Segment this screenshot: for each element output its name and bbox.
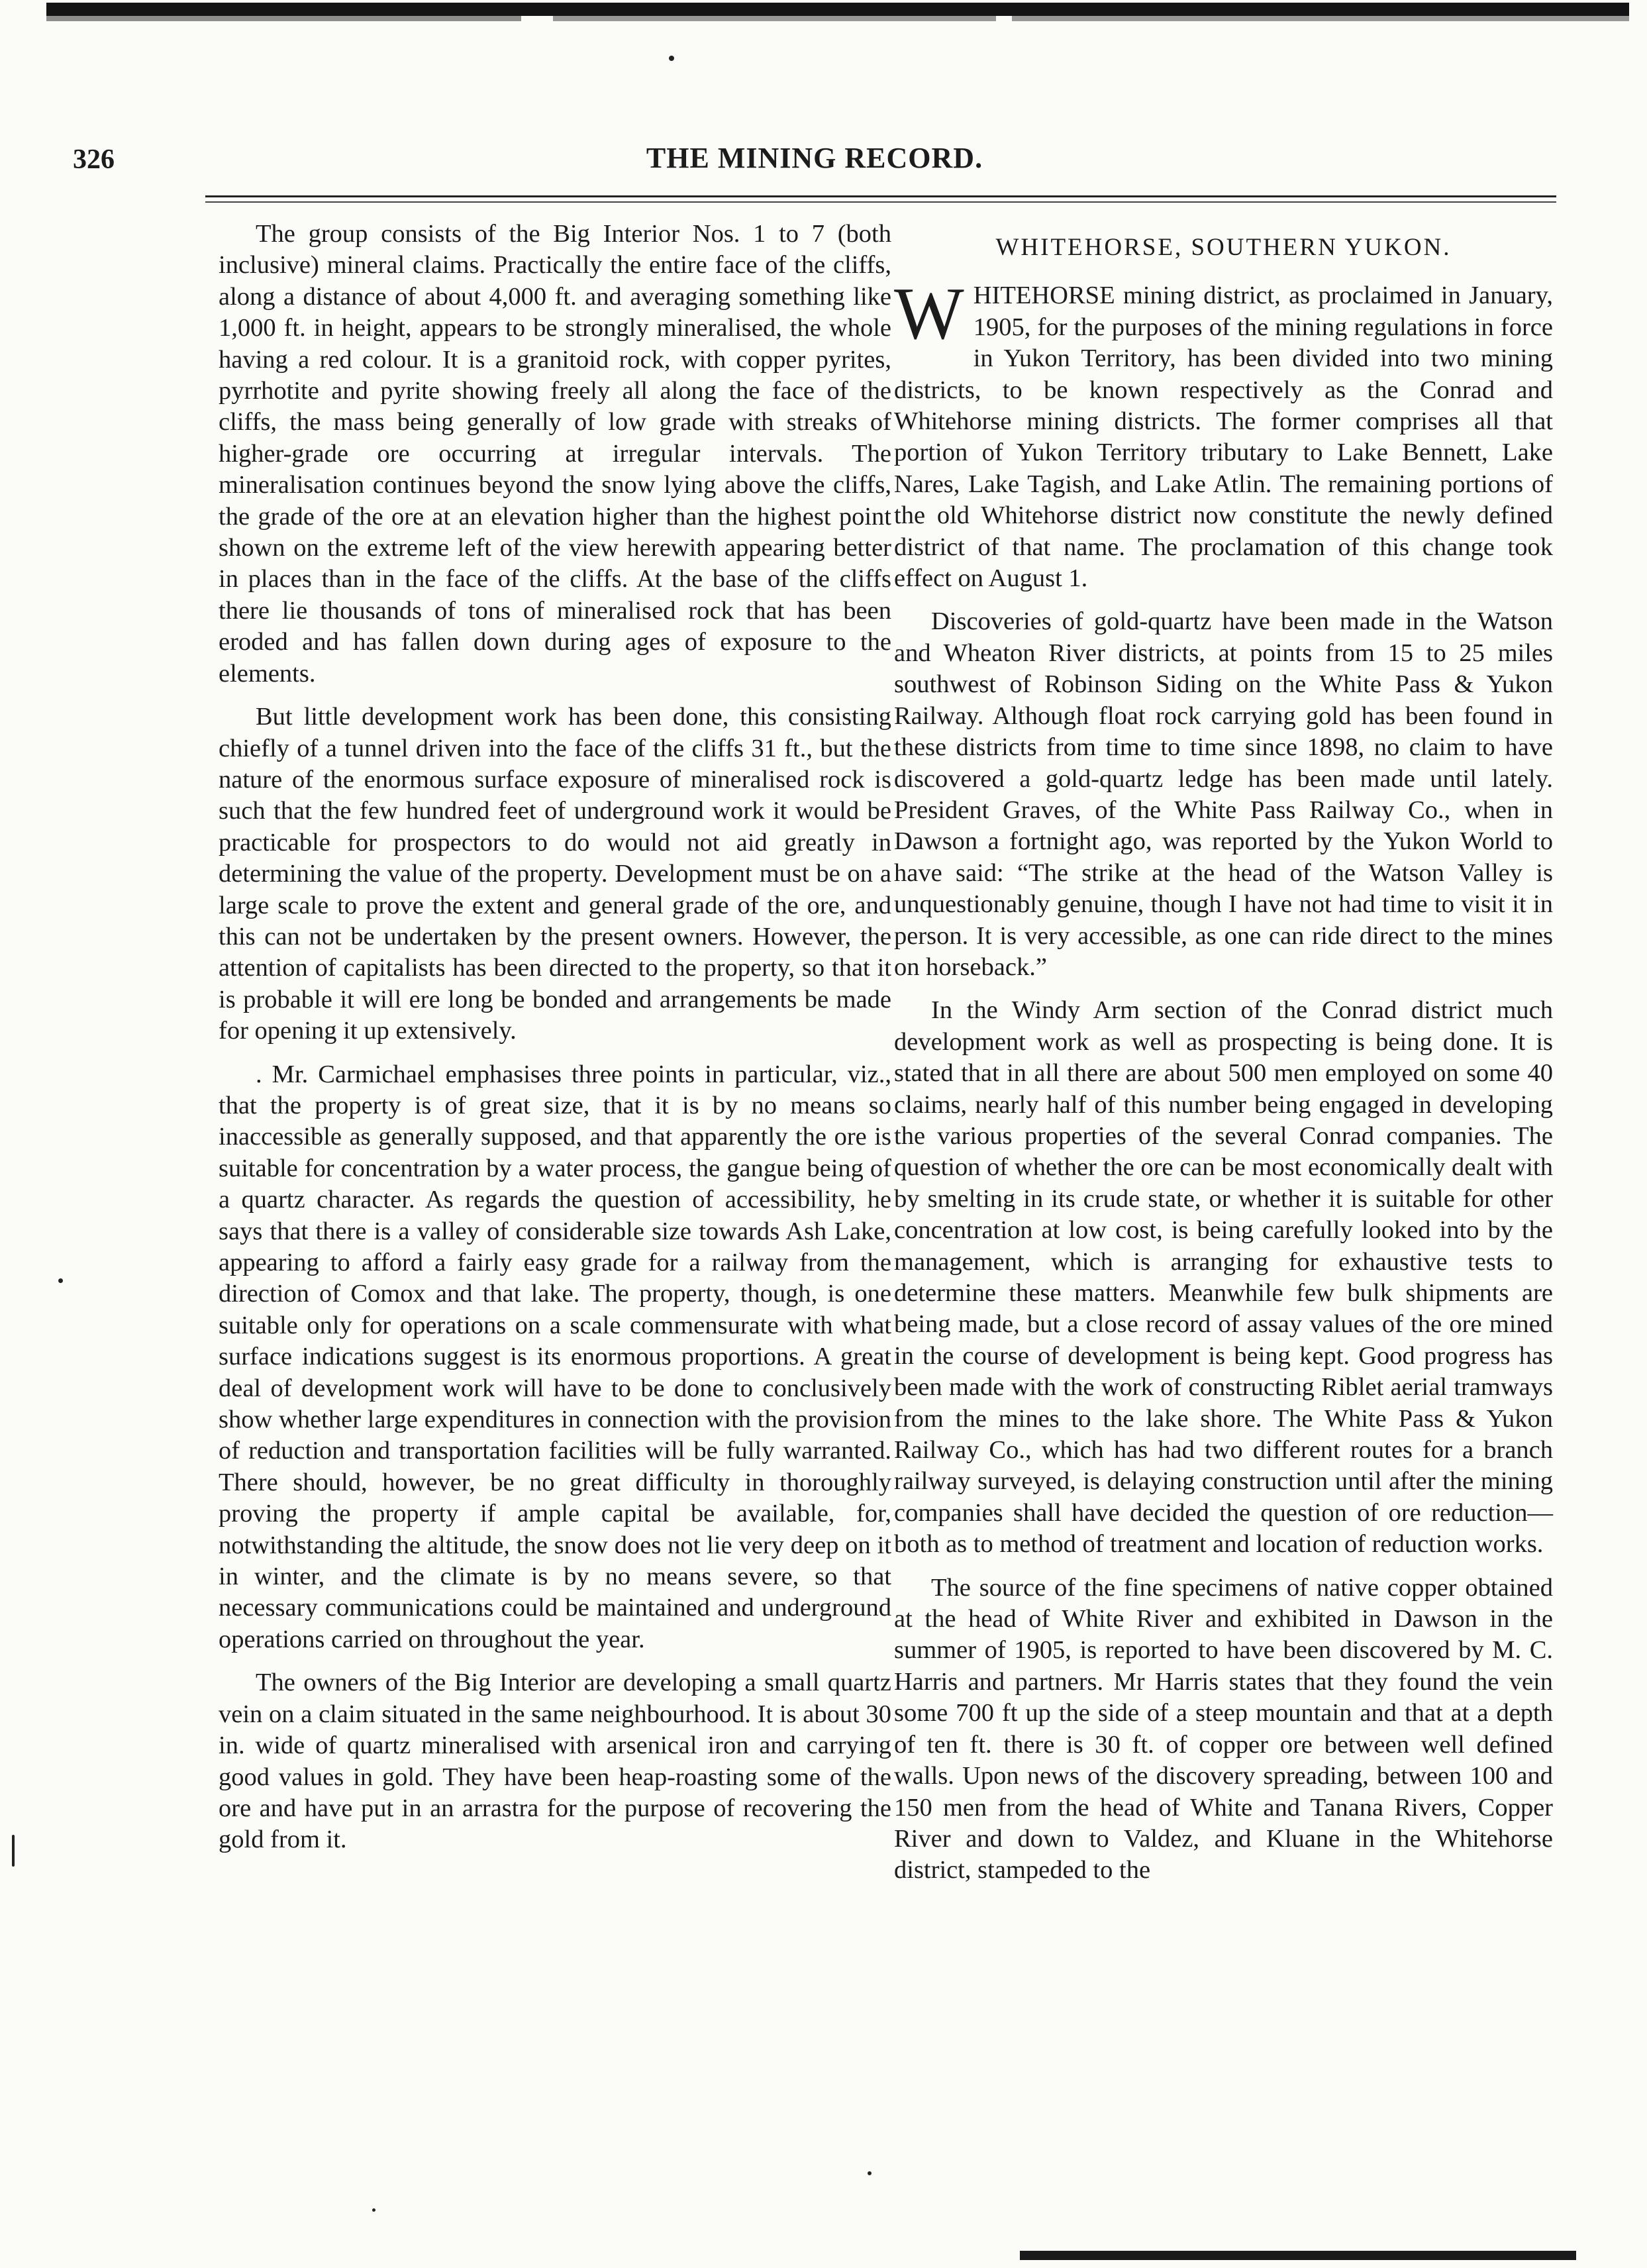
paragraph: The group consists of the Big Interior Nos. 1 to 7 (both inclusive) mineral claims. Practically the entire face of the cliffs, along a distance of about 4,000 ft. and averaging something like 1,000 ft. in height, appears to be strongly mineralised, the whole having a red colour. It is a granitoid rock, with copper pyrites, pyrrhotite and pyrite showing freely all along the face of the cliffs, the mass being generally of low grade with streaks of higher-grade ore occurring at irregular intervals. The mineralisation continues beyond the snow lying above the cliffs, the grade of the ore at an elevation higher than the highest point shown on the extreme left of the view herewith appearing better in places than in the face of the cliffs. At the base of the cliffs there lie thousands of tons of mineralised rock that has been eroded and has fallen down during ages of exposure to the elements. <box>219 220 891 688</box>
drop-cap: W <box>894 273 964 356</box>
left-column <box>219 219 891 1868</box>
scan-speck <box>669 56 674 61</box>
column-divider <box>887 238 888 2159</box>
paragraph: The source of the fine specimens of native copper obtained at the head of White River and exhibited in Dawson in the summer of 1905, is reported to have been discovered by M. C. Harris and partners. Mr Harris states that they found the vein some 700 ft up the side of a steep mountain and that at a depth of ten ft. there is 30 ft. of copper ore between well defined walls. Upon news of the discovery spreading, between 100 and 150 men from the head of White and Tanana Rivers, Copper River and down to Valdez, and Kluane in the Whitehorse district, stampeded to the <box>894 1573 1553 1884</box>
paragraph: Discoveries of gold-quartz have been made in the Watson and Wheaton River districts, at points from 15 to 25 miles southwest of Robinson Siding on the White Pass & Yukon Railway. Although float rock carrying gold has been found in these districts from time to time since 1898, no claim to have discovered a gold-quartz ledge has been made until lately. President Graves, of the White Pass Railway Co., when in Dawson a fortnight ago, was reported by the Yukon World to have said: “The strike at the head of the Watson Valley is unquestionably genuine, though I have not had time to visit it in person. It is very accessible, as one can ride direct to the mines on horseback.” <box>894 607 1553 981</box>
lead-paragraph-text: HITEHORSE mining district, as proclaimed in January, 1905, for the purposes of the mining regulations in force in Yukon Territory, has been divided into two mining districts, to be known respectively as the Conrad and Whitehorse mining districts. The former comprises all that portion of Yukon Territory tributary to Lake Bennett, Lake Nares, Lake Tagish, and Lake Atlin. The remaining portions of the old Whitehorse district now constitute the newly defined district of that name. The proclamation of this change took effect on August 1. <box>894 282 1553 593</box>
scan-speck <box>12 1835 15 1867</box>
paragraph: But little development work has been done, this consisting chiefly of a tunnel driven into the face of the cliffs 31 ft., but the nature of the enormous surface exposure of mineralised rock is such that the few hundred feet of underground work it would be practicable for prospectors to do would not aid greatly in determining the value of the property. Development must be on a large scale to prove the extent and general grade of the ore, and this can not be undertaken by the present owners. However, the attention of capitalists has been directed to the property, so that it is probable it will ere long be bonded and arrangements be made for opening it up extensively. <box>219 703 891 1045</box>
right-column <box>894 219 1553 1898</box>
page-number: 326 <box>73 144 115 175</box>
scan-speck <box>372 2208 375 2212</box>
paragraph: The owners of the Big Interior are developing a small quartz vein on a claim situated in the same neighbourhood. It is about 30 in. wide of quartz mineralised with arsenical iron and carrying good values in gold. They have been heap-roasting some of the ore and have put in an arrastra for the purpose of recovering the gold from it. <box>219 1669 891 1854</box>
footer-rule <box>1020 2251 1576 2260</box>
top-border-rule <box>46 3 1629 16</box>
section-heading: WHITEHORSE, SOUTHERN YUKON. <box>995 234 1452 261</box>
scan-speck <box>58 1278 63 1283</box>
paragraph: In the Windy Arm section of the Conrad district much development work as well as prospecting is being done. It is stated that in all there are about 500 men employed on some 40 claims, nearly half of this number being engaged in developing the various properties of the several Conrad companies. The question of whether the ore can be most economically dealt with by smelting in its crude state, or whether it is suitable for other concentration at low cost, is being carefully looked into by the management, which is arranging for exhaustive tests to determine these matters. Meanwhile few bulk shipments are being made, but a close record of assay values of the ore mined in the course of development is being kept. Good progress has been made with the work of constructing Riblet aerial tramways from the mines to the lake shore. The White Pass & Yukon Railway Co., which has had two different routes for a branch railway surveyed, is delaying construction until after the mining companies shall have decided the question of ore reduction—both as to method of treatment and location of reduction works. <box>894 996 1553 1559</box>
journal-title: THE MINING RECORD. <box>646 142 983 174</box>
paragraph: . Mr. Carmichael emphasises three points in particular, viz., that the property is of great size, that it is by no means so inaccessible as generally supposed, and that apparently the ore is suitable for concentration by a water process, the gangue being of a quartz character. As regards the question of accessibility, he says that there is a valley of considerable size towards Ash Lake, appearing to afford a fairly easy grade for a railway from the direction of Comox and that lake. The property, though, is one suitable only for operations on a scale commensurate with what surface indications suggest is its enormous proportions. A great deal of development work will have to be done to conclusively show whether large expenditures in connection with the provision of reduction and transportation facilities will be fully warranted. There should, however, be no great difficulty in thoroughly proving the property if ample capital be available, for, notwithstanding the altitude, the snow does not lie very deep on it in winter, and the climate is by no means severe, so that necessary communications could be maintained and underground operations carried on throughout the year. <box>219 1060 891 1653</box>
scan-speck <box>868 2171 872 2175</box>
header-rule <box>205 195 1556 203</box>
lead-paragraph <box>894 273 1553 594</box>
page-header <box>73 136 1556 189</box>
